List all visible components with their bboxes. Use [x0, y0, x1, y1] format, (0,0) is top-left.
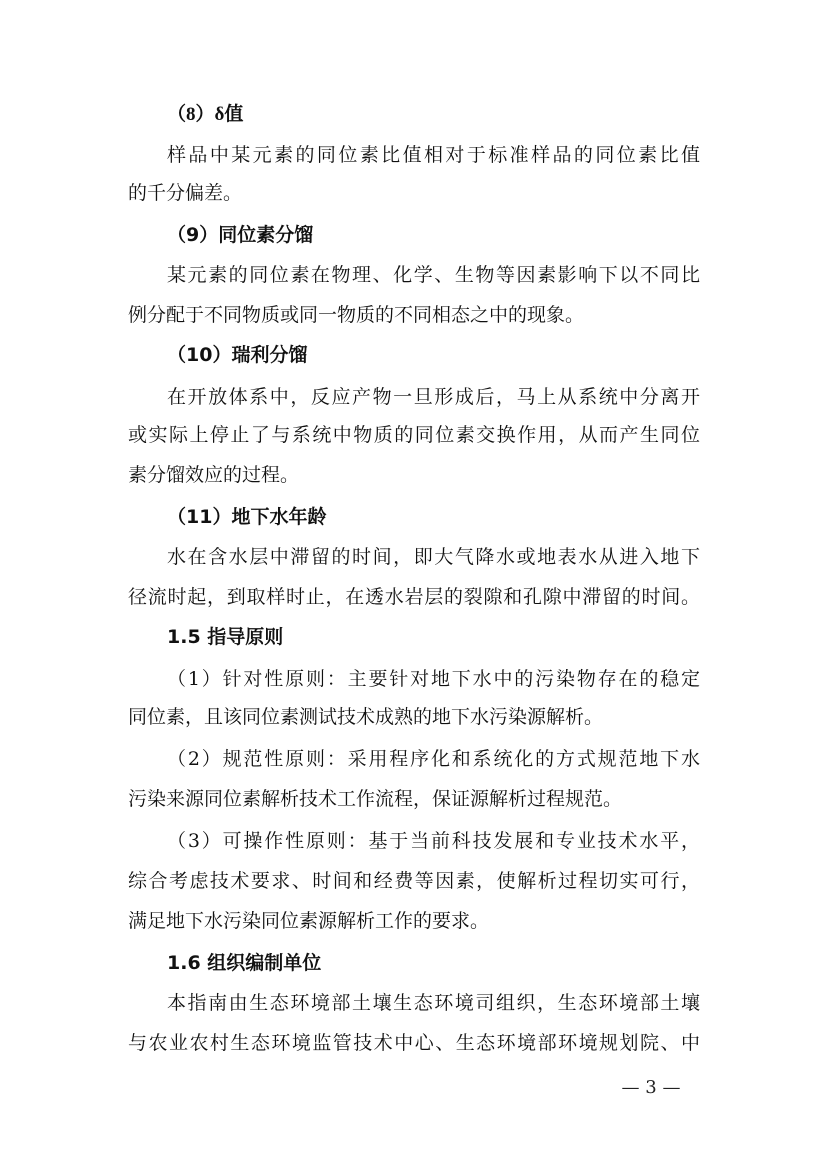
paragraph-line: （1）针对性原则：主要针对地下水中的污染物存在的稳定 — [167, 668, 700, 690]
heading-delta-value: （8）δ值 — [167, 104, 244, 125]
paragraph-line: （3）可操作性原则：基于当前科技发展和专业技术水平， — [167, 830, 700, 852]
heading-rayleigh-fractionation: （10）瑞利分馏 — [167, 344, 308, 366]
paragraph-line: 某元素的同位素在物理、化学、生物等因素影响下以不同比 — [167, 264, 700, 286]
paragraph-line: 样品中某元素的同位素比值相对于标准样品的同位素比值 — [167, 144, 700, 166]
paragraph-line: （2）规范性原则：采用程序化和系统化的方式规范地下水 — [167, 748, 700, 770]
paragraph-line: 素分馏效应的过程。 — [128, 464, 300, 486]
paragraph-line: 与农业农村生态环境监管技术中心、生态环境部环境规划院、中 — [128, 1032, 700, 1054]
heading-groundwater-age: （11）地下水年龄 — [167, 506, 327, 528]
paragraph-line: 在开放体系中，反应产物一旦形成后，马上从系统中分离开 — [167, 386, 700, 408]
paragraph-line: 满足地下水污染同位素源解析工作的要求。 — [128, 910, 490, 932]
paragraph-line: 污染来源同位素解析技术工作流程，保证源解析过程规范。 — [128, 788, 623, 810]
paragraph-line: 的千分偏差。 — [128, 182, 243, 204]
section-heading-organization: 1.6 组织编制单位 — [167, 952, 322, 974]
page-number: — 3 — — [621, 1077, 681, 1098]
heading-isotope-fractionation: （9）同位素分馏 — [167, 224, 314, 246]
paragraph-line: 水在含水层中滞留的时间，即大气降水或地表水从进入地下 — [167, 546, 700, 568]
paragraph-line: 或实际上停止了与系统中物质的同位素交换作用，从而产生同位 — [128, 424, 700, 446]
paragraph-line: 同位素，且该同位素测试技术成熟的地下水污染源解析。 — [128, 706, 604, 728]
paragraph-line: 径流时起，到取样时止，在透水岩层的裂隙和孔隙中滞留的时间。 — [128, 586, 700, 608]
paragraph-line: 本指南由生态环境部土壤生态环境司组织，生态环境部土壤 — [167, 992, 700, 1014]
paragraph-line: 综合考虑技术要求、时间和经费等因素，使解析过程切实可行， — [128, 870, 700, 892]
section-heading-guiding-principles: 1.5 指导原则 — [167, 626, 284, 648]
paragraph-line: 例分配于不同物质或同一物质的不同相态之中的现象。 — [128, 304, 585, 326]
